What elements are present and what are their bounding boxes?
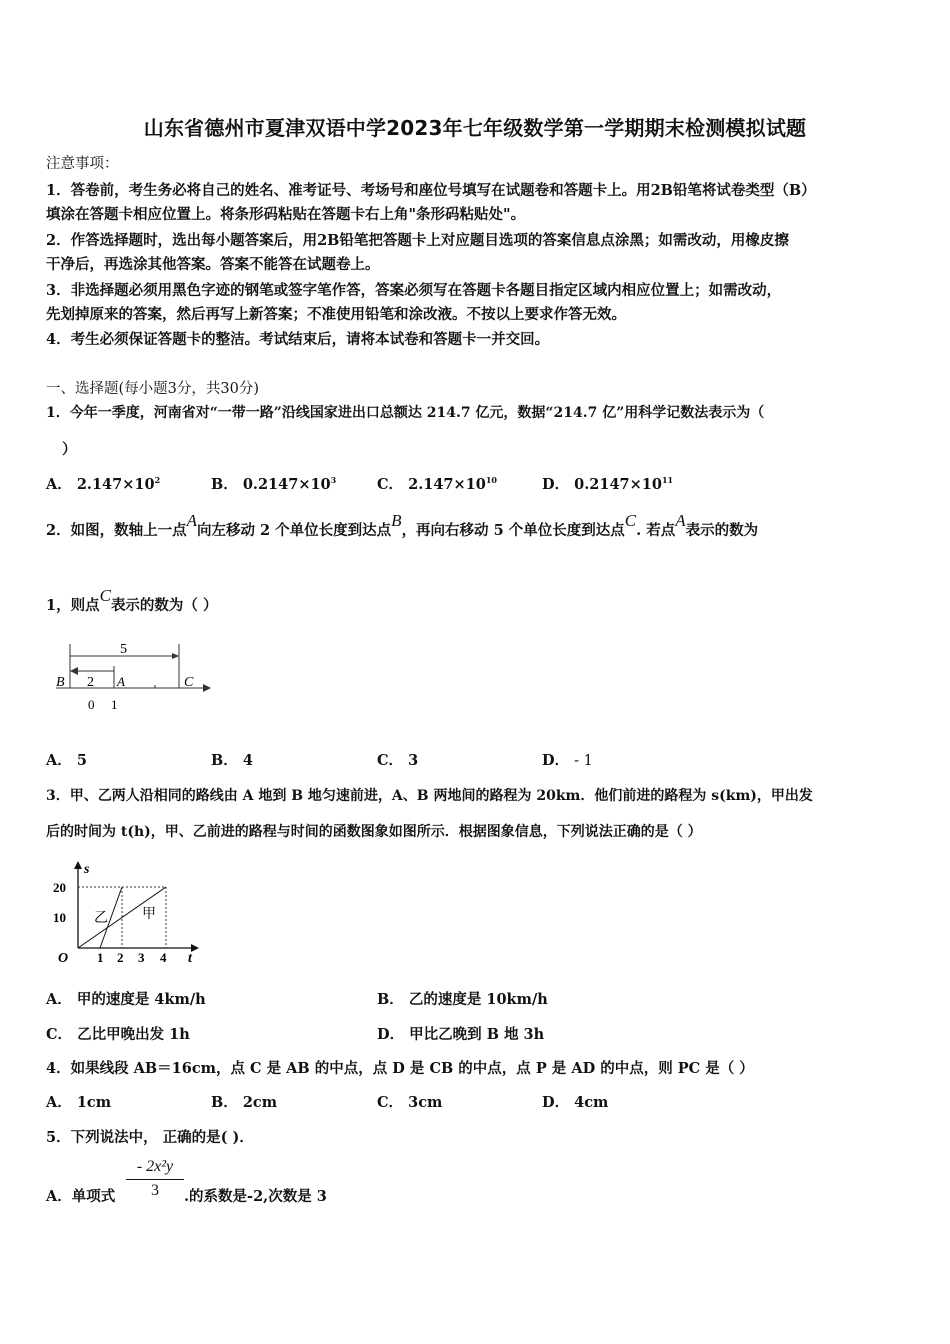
- q2-option-b: B． 4: [211, 752, 253, 769]
- q5-fraction-denominator: 3: [151, 1182, 159, 1199]
- q2-option-c: C． 3: [377, 752, 419, 769]
- q3-y-20: 20: [53, 880, 66, 895]
- notice-line-4: 干净后，再选涂其他答案。答案不能答在试题卷上。: [46, 256, 380, 273]
- q4-option-c: C． 3cm: [377, 1094, 443, 1111]
- q2-fig-label-a: A: [117, 674, 125, 689]
- notice-line-7: 4．考生必须保证答题卡的整洁。考试结束后，请将本试卷和答题卡一并交回。: [46, 331, 550, 348]
- q2-fig-distance-5: 5: [120, 642, 127, 657]
- q3-option-a: A． 甲的速度是 4km/h: [46, 991, 206, 1008]
- q3-option-c: C． 乙比甲晚出发 1h: [46, 1026, 190, 1043]
- q3-axis-s: s: [84, 862, 90, 877]
- q5-monomial-fraction: [126, 1158, 184, 1200]
- q5-option-a-rest: .的系数是-2,次数是 3: [184, 1188, 327, 1205]
- notice-heading: 注意事项：: [46, 156, 119, 172]
- q2-number-line-figure: [48, 636, 218, 716]
- q2-stem-line2: 1，则点C表示的数为（ ）: [46, 586, 218, 614]
- q2-fig-distance-2: 2: [87, 675, 94, 690]
- q3-x-1: 1: [97, 950, 104, 965]
- notice-line-2: 填涂在答题卡相应位置上。将条形码粘贴在答题卡右上角"条形码粘贴处"。: [46, 206, 526, 223]
- q1-option-c: C． $2.147\times 10^{10}$: [377, 475, 497, 493]
- q4-option-a: A． 1cm: [46, 1094, 112, 1111]
- q3-x-3: 3: [138, 950, 145, 965]
- page-title: 山东省德州市夏津双语中学2023年七年级数学第一学期期末检测模拟试题: [143, 116, 807, 140]
- notice-line-6: 先划掉原来的答案，然后再写上新答案；不准使用铅笔和涂改液。不按以上要求作答无效。: [46, 306, 626, 323]
- q3-label-yi: 乙: [94, 911, 108, 926]
- q3-y-10: 10: [53, 910, 66, 925]
- section-heading: 一、选择题(每小题3分，共30分): [46, 381, 259, 397]
- q5-stem: 5．下列说法中， 正确的是( )．: [46, 1129, 254, 1146]
- q3-label-jia: 甲: [142, 907, 156, 922]
- q5-option-a-label: A．单项式: [46, 1188, 116, 1205]
- q4-option-b: B． 2cm: [211, 1094, 278, 1111]
- q3-origin: O: [58, 951, 69, 966]
- q2-stem-line1: 2．如图，数轴上一点A向左移动 2 个单位长度到达点B，再向右移动 5 个单位长度到达点C. 若点A表示的数为: [46, 511, 759, 539]
- q2-fig-label-c: C: [184, 675, 194, 690]
- q3-x-4: 4: [160, 950, 167, 965]
- q3-stem-line1: 3．甲、乙两人沿相同的路线由 A 地到 B 地匀速前进，A、B 两地间的路程为 20km．他们前进的路程为 s(km)，甲出发: [46, 788, 813, 804]
- notice-line-5: 3．非选择题必须用黑色字迹的钢笔或签字笔作答，答案必须写在答题卡各题目指定区域内相应位置上；如需改动，: [46, 282, 782, 299]
- q1-option-a: A． $2.147\times 10^2$: [46, 475, 161, 493]
- notice-line-1: 1．答卷前，考生务必将自己的姓名、准考证号、考场号和座位号填写在试题卷和答题卡上。用2B铅笔将试卷类型（B）: [46, 182, 816, 199]
- q3-stem-line2: 后的时间为 t(h)，甲、乙前进的路程与时间的函数图象如图所示．根据图象信息，下列说法正确的是（ ）: [46, 824, 702, 840]
- q4-stem: 4．如果线段 AB＝16cm，点 C 是 AB 的中点，点 D 是 CB 的中点，点 P 是 AD 的中点，则 PC 是（ ）: [46, 1060, 754, 1077]
- q1-option-d: D． $0.2147\times 10^{11}$: [542, 475, 674, 493]
- q3-option-b: B． 乙的速度是 10km/h: [377, 991, 548, 1008]
- q2-fig-label-b: B: [56, 675, 65, 690]
- q4-option-d: D． 4cm: [542, 1094, 609, 1111]
- q3-option-d: D． 甲比乙晚到 B 地 3h: [377, 1026, 545, 1043]
- q5-fraction-numerator: - 2x²y: [126, 1158, 184, 1180]
- q1-stem: 1．今年一季度，河南省对“一带一路”沿线国家进出口总额达 214.7 亿元，数据“214.7 亿”用科学记数法表示为（: [46, 405, 765, 421]
- q1-option-b: B． $0.2147\times 10^3$: [211, 475, 337, 493]
- q3-x-2: 2: [117, 950, 124, 965]
- notice-line-3: 2．作答选择题时，选出每小题答案后，用2B铅笔把答题卡上对应题目选项的答案信息点涂黑；如需改动，用橡皮擦: [46, 232, 789, 249]
- q2-option-a: A． 5: [46, 752, 87, 769]
- q2-fig-tick-1: 1: [111, 697, 118, 712]
- q2-option-d: D． - 1: [542, 752, 593, 769]
- q3-axis-t: t: [188, 951, 192, 966]
- q1-stem-end: ）: [62, 441, 77, 458]
- q3-function-graph: [48, 856, 208, 968]
- q2-fig-tick-0: 0: [88, 697, 95, 712]
